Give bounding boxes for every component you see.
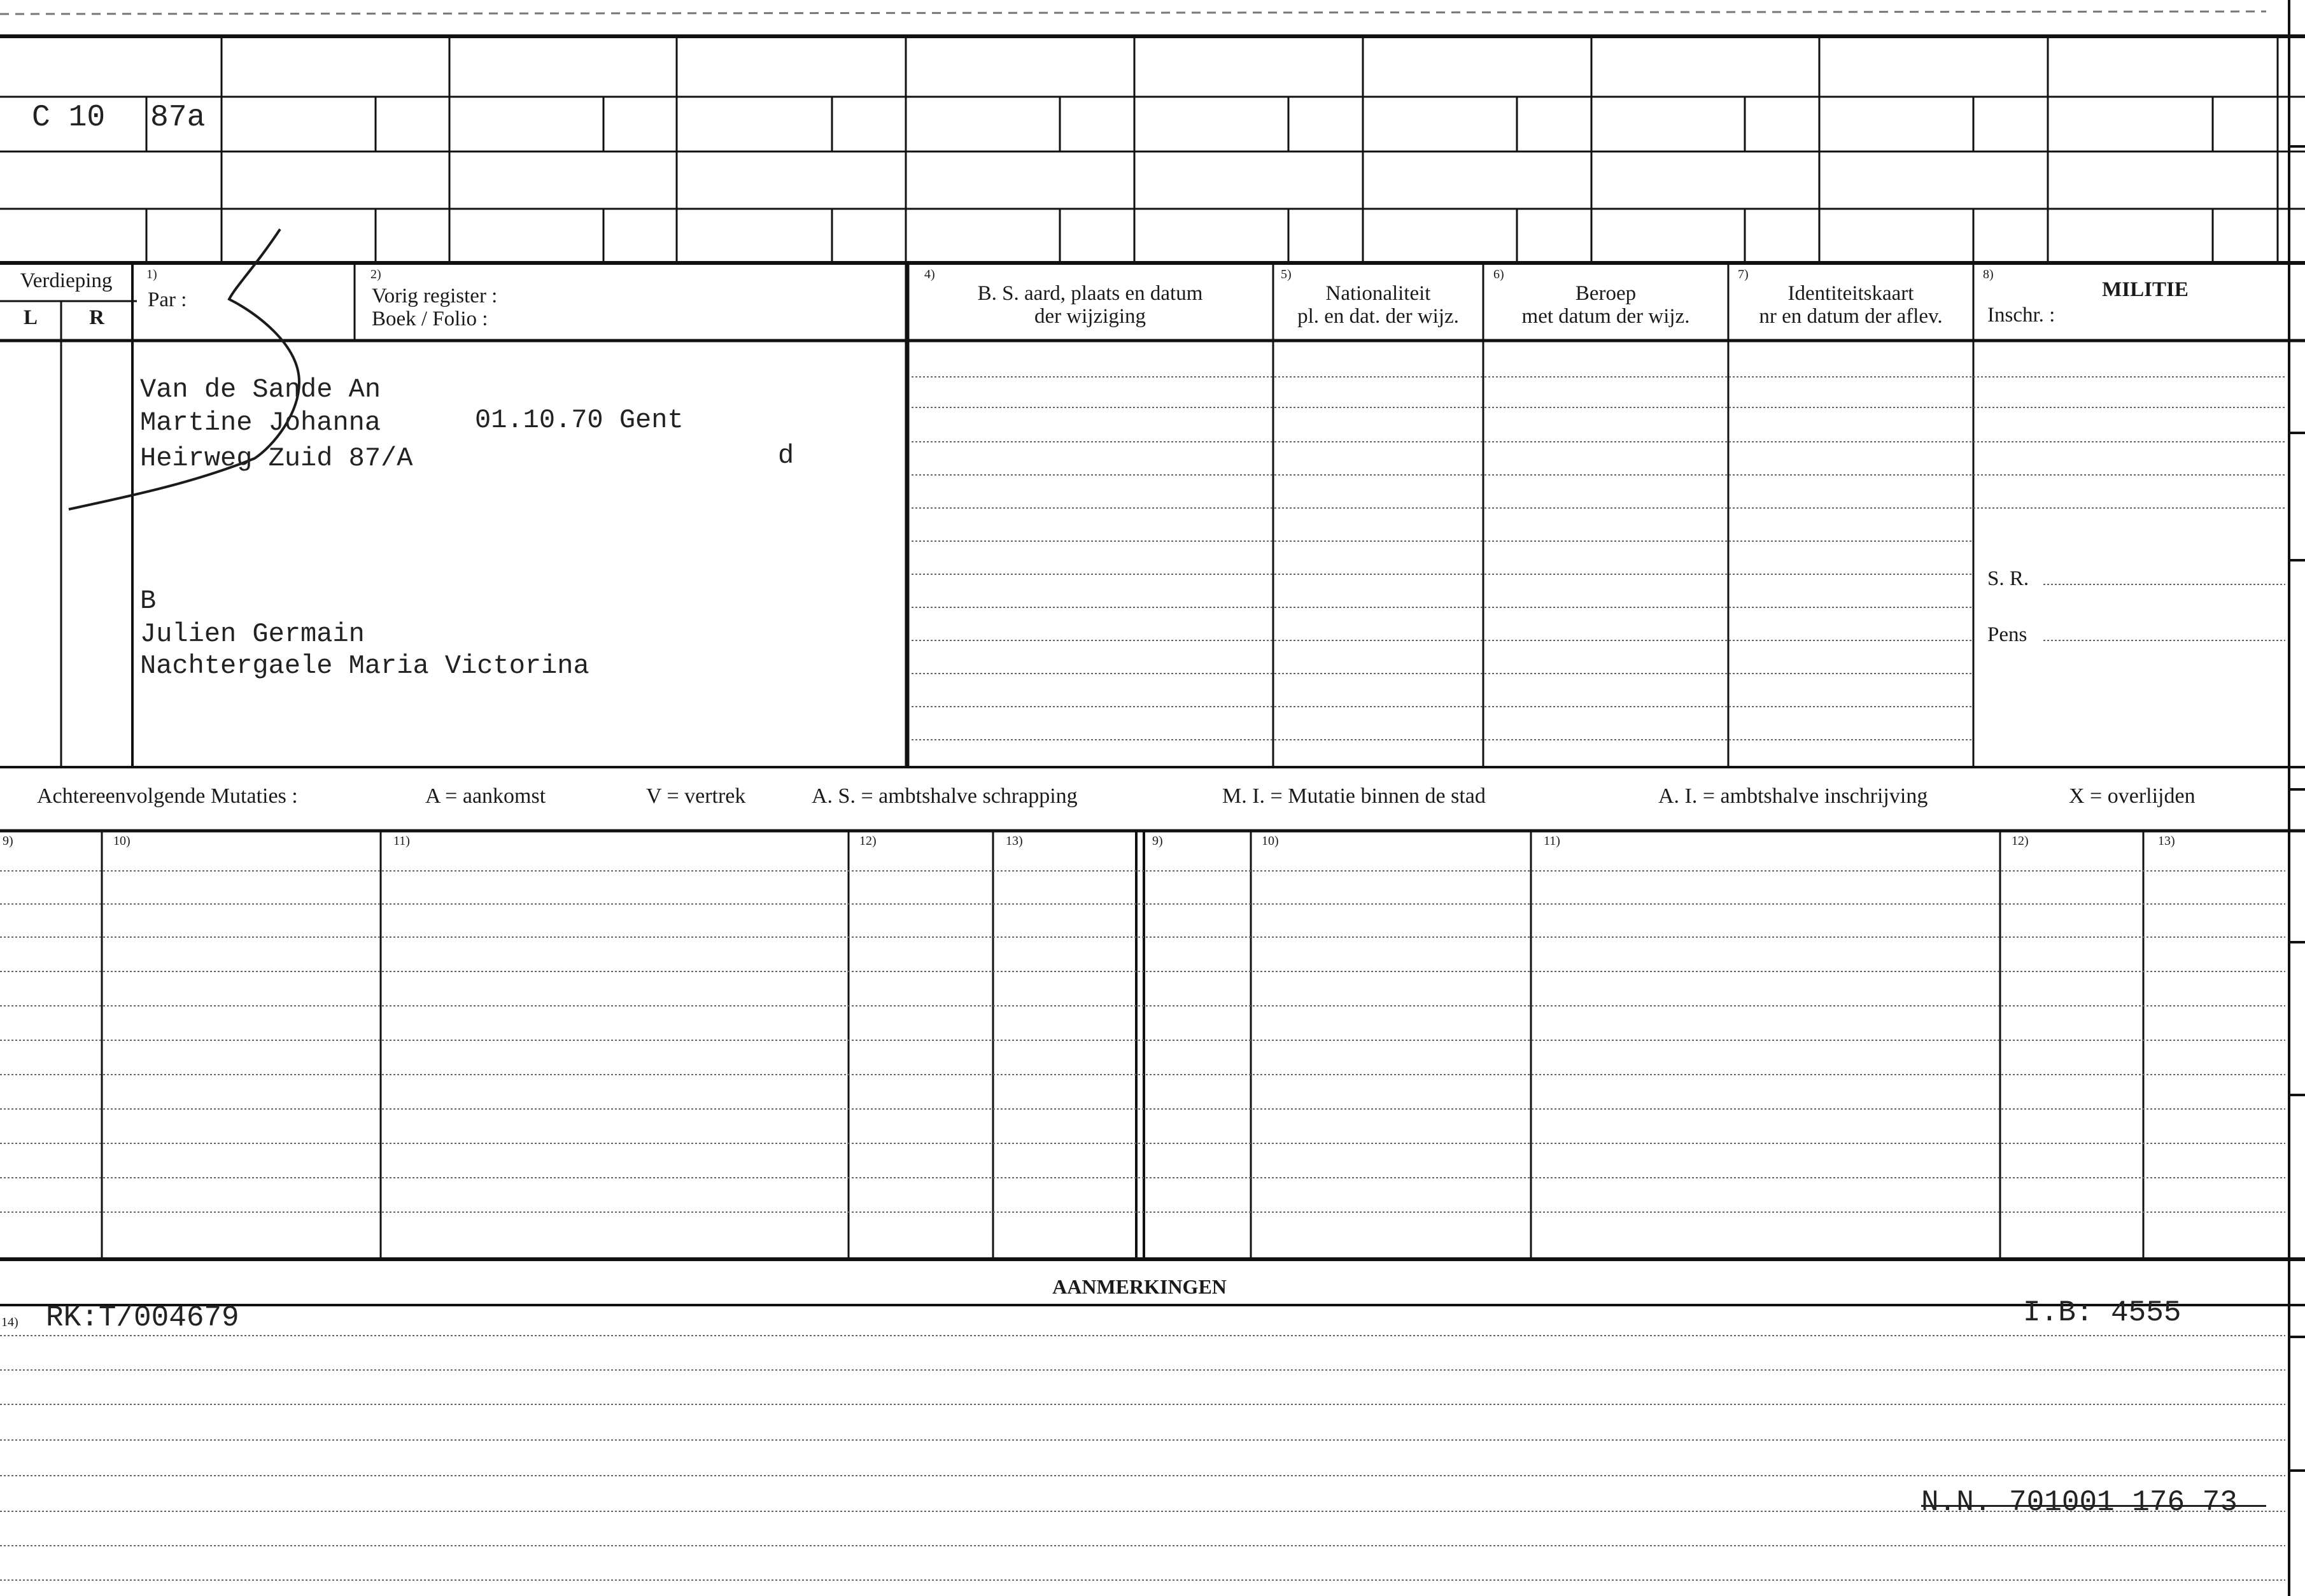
mut-col-12-right: 12) — [2012, 834, 2029, 848]
field-6-label-2: met datum der wijz. — [1521, 305, 1690, 328]
col-r-label: R — [89, 306, 104, 329]
remarks-title: AANMERKINGEN — [1052, 1275, 1227, 1298]
national-number: N.N. 701001 176 73 — [1921, 1486, 2238, 1519]
field-7-label-2: nr en datum der aflev. — [1759, 305, 1943, 328]
militie-pens-label: Pens — [1987, 623, 2027, 646]
person-address: Heirweg Zuid 87/A — [140, 443, 413, 474]
legend-vertrek: V = vertrek — [646, 784, 746, 808]
field-1-number: 1) — [146, 267, 157, 281]
militie-inschr-label: Inschr. : — [1987, 304, 2055, 327]
mut-col-9-left: 9) — [3, 834, 13, 848]
militie-sr-label: S. R. — [1987, 567, 2029, 590]
mother-name: Nachtergaele Maria Victorina — [140, 651, 589, 681]
verdieping-label: Verdieping — [20, 269, 113, 292]
field-1-label: Par : — [148, 288, 187, 311]
mut-col-10-right: 10) — [1262, 834, 1279, 848]
mut-col-11-right: 11) — [1544, 834, 1560, 848]
field-8-number: 8) — [1983, 267, 1994, 281]
field-4-label-1: B. S. aard, plaats en datum — [977, 282, 1203, 305]
register-code: C 10 — [32, 101, 106, 135]
mut-col-10-left: 10) — [113, 834, 130, 848]
b-label: B — [140, 586, 157, 616]
field-2-label-2: Boek / Folio : — [372, 307, 488, 330]
field-5-number: 5) — [1281, 267, 1292, 281]
legend-inschrijving: A. I. = ambtshalve inschrijving — [1658, 784, 1928, 808]
field-7-number: 7) — [1738, 267, 1749, 281]
remarks-number: 14) — [1, 1315, 18, 1329]
field-5-label-1: Nationaliteit — [1325, 282, 1431, 305]
field-7-label-1: Identiteitskaart — [1787, 282, 1914, 305]
person-mark: d — [778, 441, 794, 471]
legend-schrapping: A. S. = ambtshalve schrapping — [812, 784, 1078, 808]
field-6-number: 6) — [1493, 267, 1504, 281]
col-l-label: L — [23, 306, 38, 329]
legend-aankomst: A = aankomst — [425, 784, 546, 808]
field-4-number: 4) — [924, 267, 935, 281]
field-2-label-1: Vorig register : — [372, 285, 498, 307]
mut-col-13-left: 13) — [1006, 834, 1023, 848]
legend-overlijden: X = overlijden — [2069, 784, 2196, 808]
mut-col-9-right: 9) — [1152, 834, 1163, 848]
mutations-title: Achtereenvolgende Mutaties : — [37, 784, 298, 808]
legend-mutatie: M. I. = Mutatie binnen de stad — [1222, 784, 1486, 808]
register-number: 87a — [150, 101, 206, 135]
mut-col-12-left: 12) — [859, 834, 877, 848]
mut-col-11-left: 11) — [393, 834, 410, 848]
mut-col-13-right: 13) — [2158, 834, 2175, 848]
ib-number: I.B: 4555 — [2023, 1296, 2182, 1329]
militie-title: MILITIE — [2102, 278, 2189, 301]
national-number-strike — [1921, 1505, 2266, 1507]
field-6-label-1: Beroep — [1575, 282, 1637, 305]
father-name: Julien Germain — [140, 619, 365, 649]
field-2-number: 2) — [370, 267, 381, 281]
person-birth: 01.10.70 Gent — [475, 405, 684, 435]
field-4-label-2: der wijziging — [1034, 305, 1146, 328]
rk-number: RK:T/004679 — [46, 1301, 239, 1334]
person-given-names: Martine Johanna — [140, 407, 381, 438]
person-surname: Van de Sande An — [140, 374, 381, 405]
field-5-label-2: pl. en dat. der wijz. — [1297, 305, 1459, 328]
